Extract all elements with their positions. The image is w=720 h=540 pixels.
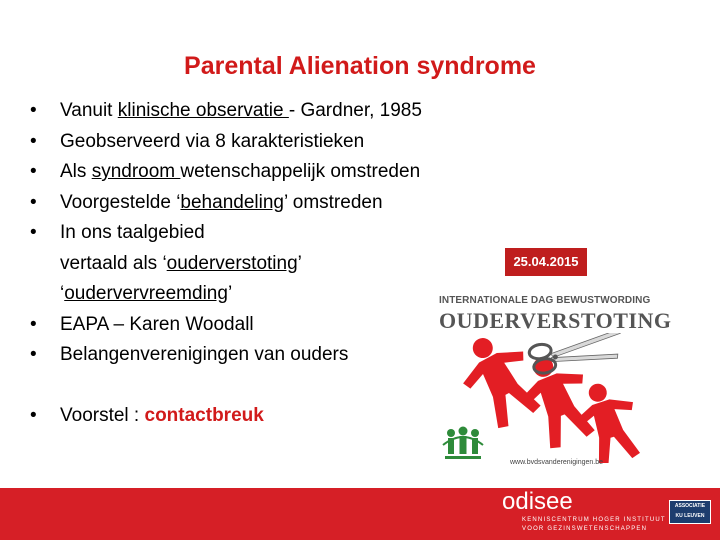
bullet-dot: • — [30, 404, 37, 426]
ku-leuven-badge — [669, 500, 711, 524]
tagline-line: KENNISCENTRUM HOGER INSTITUUT — [522, 517, 666, 523]
bullet-highlight: contactbreuk — [144, 404, 264, 426]
bullet-text: ’ — [227, 283, 233, 304]
poster-subtitle: INTERNATIONALE DAG BEWUSTWORDING — [439, 295, 651, 306]
bullet-text: ’ omstreden — [283, 191, 383, 213]
bullet-text: vertaald als ‘ — [60, 252, 167, 274]
tagline-line: VOOR GEZINSWETENSCHAPPEN — [522, 526, 648, 532]
bullet-dot: • — [30, 313, 37, 335]
bullet-text: Voorstel : — [60, 404, 145, 426]
bullet-text: EAPA – Karen Woodall — [60, 313, 254, 335]
bullet-dot: • — [30, 130, 37, 152]
poster-title: OUDERVERSTOTING — [439, 308, 672, 333]
bullet-text: - Gardner, 1985 — [288, 100, 422, 121]
bullet-text: Vanuit — [60, 100, 118, 121]
bullet-dot: • — [30, 222, 37, 243]
badge-line: KU LEUVEN — [675, 513, 705, 519]
bullet-item — [30, 96, 510, 127]
bullet-text: ’ — [297, 252, 302, 274]
odisee-tagline — [522, 516, 666, 534]
slide-title: Parental Alienation syndrome — [184, 52, 536, 80]
bullet-dot: • — [30, 344, 37, 365]
bullet-underlined: behandeling — [180, 191, 284, 213]
campaign-poster — [435, 245, 672, 475]
bullet-dot: • — [30, 161, 37, 182]
bullet-text: Als — [60, 161, 92, 182]
bullet-text: ‘ — [60, 283, 65, 304]
bullet-underlined: ouderverstoting — [166, 252, 298, 274]
odisee-logo: odisee — [502, 488, 573, 515]
bullet-item — [30, 188, 510, 219]
bullet-dot: • — [30, 100, 37, 121]
poster-url: www.bvdsvanderenigingen.be — [510, 459, 604, 466]
bullet-text: Geobserveerd via 8 karakteristieken — [60, 130, 365, 152]
bullet-item — [30, 157, 510, 188]
bullet-text: Belangenverenigingen van ouders — [60, 344, 349, 365]
bullet-text: wetenschappelijk omstreden — [180, 161, 421, 182]
bullet-item — [30, 218, 510, 249]
bullet-dot: • — [30, 191, 37, 213]
poster-date: 25.04.2015 — [505, 248, 587, 276]
bullet-underlined: oudervervreemding — [64, 283, 228, 304]
bullet-text: In ons taalgebied — [60, 222, 205, 243]
bullet-item — [30, 127, 510, 158]
bullet-underlined: klinische observatie — [117, 100, 289, 121]
doll-figure — [566, 375, 650, 463]
bullet-underlined: syndroom — [91, 161, 181, 182]
association-logo-icon — [439, 425, 487, 465]
badge-line: ASSOCIATIE — [674, 503, 706, 509]
footer-bar — [0, 488, 720, 540]
bullet-text: Voorgestelde ‘ — [60, 191, 181, 213]
